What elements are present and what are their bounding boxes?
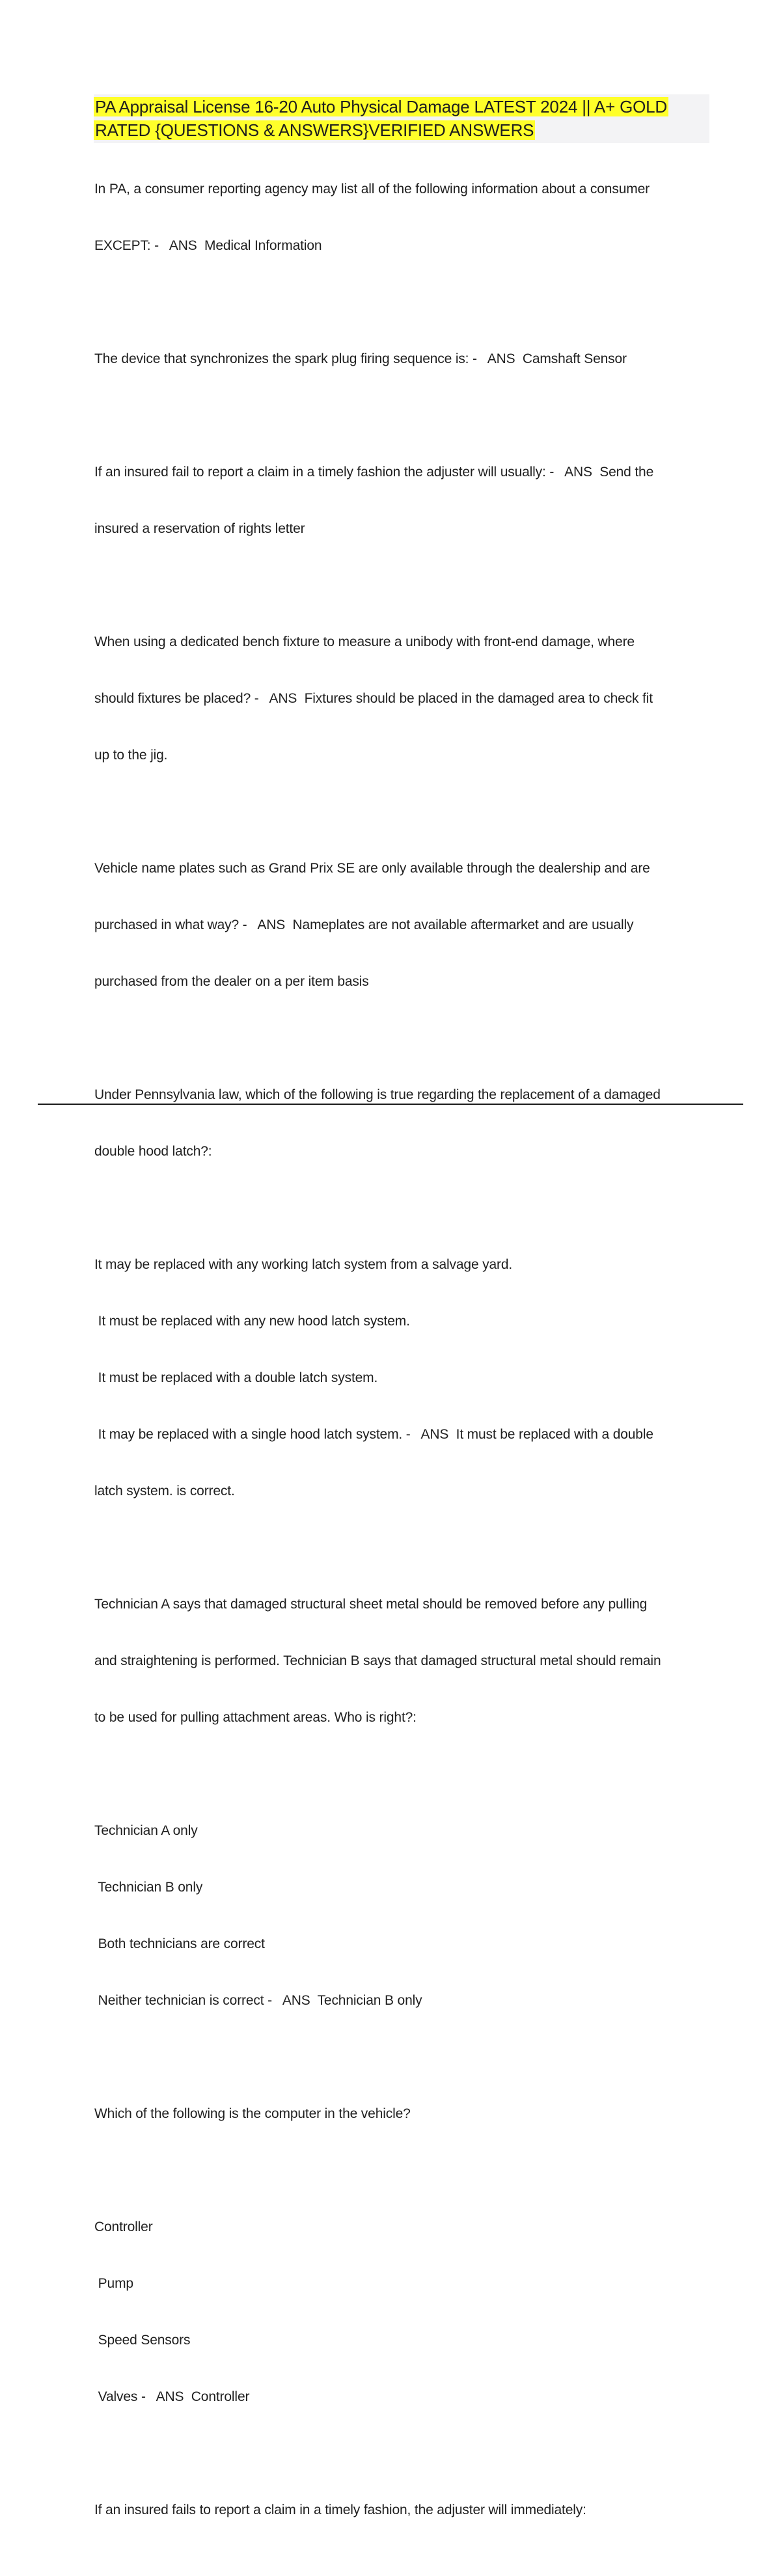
qa-block — [94, 312, 709, 406]
text-line: Neither technician is correct - ANS Technician B only — [94, 1993, 422, 2008]
document-title — [94, 94, 709, 143]
text-line: and straightening is performed. Technician B says that damaged structural metal should remain — [94, 1653, 661, 1668]
text-line: Both technicians are correct — [94, 1936, 265, 1951]
text-line: When using a dedicated bench fixture to measure a unibody with front-end damage, where — [94, 634, 635, 649]
title-line-2 — [94, 118, 709, 142]
text-line: Vehicle name plates such as Grand Prix SE are only available through the dealership and are — [94, 861, 650, 876]
text-line: up to the jig. — [94, 748, 168, 763]
text-line: Under Pennsylvania law, which of the following is true regarding the replacement of a damaged — [94, 1087, 661, 1102]
qa-block — [94, 1048, 709, 1199]
qa-block — [94, 595, 709, 802]
text-line: In PA, a consumer reporting agency may list all of the following information about a consumer — [94, 182, 650, 197]
text-line: latch system. is correct. — [94, 1484, 235, 1498]
text-line: It must be replaced with any new hood latch system. — [94, 1314, 410, 1329]
text-line: insured a reservation of rights letter — [94, 521, 305, 536]
qa-block — [94, 2067, 709, 2161]
qa-block — [94, 142, 709, 293]
footer-divider — [38, 1104, 743, 1105]
text-line: Technician A says that damaged structural sheet metal should be removed before any pulling — [94, 1597, 648, 1612]
title-line-1 — [94, 95, 709, 118]
text-line: Speed Sensors — [94, 2333, 191, 2348]
text-line: purchased from the dealer on a per item basis — [94, 974, 369, 989]
text-line: Technician A only — [94, 1823, 198, 1838]
text-line: EXCEPT: - ANS Medical Information — [94, 238, 322, 253]
text-line: double hood latch?: — [94, 1144, 212, 1159]
title-highlight-1: PA Appraisal License 16-20 Auto Physical Damage LATEST 2024 || A+ GOLD — [95, 97, 667, 116]
title-highlight-2: RATED {QUESTIONS & ANSWERS}VERIFIED ANSWERS — [95, 120, 534, 140]
qa-block — [94, 1557, 709, 1765]
text-line: Pump — [94, 2276, 133, 2291]
qa-block — [94, 821, 709, 1029]
text-line: The device that synchronizes the spark plug firing sequence is: - ANS Camshaft Sensor — [94, 351, 627, 366]
text-line: Controller — [94, 2219, 153, 2234]
text-line: should fixtures be placed? - ANS Fixtures should be placed in the damaged area to check fit — [94, 691, 653, 706]
text-line: Which of the following is the computer in the vehicle? — [94, 2106, 411, 2121]
text-line: to be used for pulling attachment areas. Who is right?: — [94, 1710, 417, 1725]
qa-block — [94, 425, 709, 576]
qa-block — [94, 2180, 709, 2444]
text-line: It must be replaced with a double latch system. — [94, 1370, 378, 1385]
text-line: If an insured fail to report a claim in a timely fashion the adjuster will usually: - ANS Send the — [94, 465, 654, 480]
text-line: If an insured fails to report a claim in a timely fashion, the adjuster will immediately: — [94, 2502, 586, 2517]
text-line: purchased in what way? - ANS Nameplates are not available aftermarket and are usually — [94, 917, 634, 932]
text-line: It may be replaced with any working latch system from a salvage yard. — [94, 1257, 513, 1272]
text-line: Valves - ANS Controller — [94, 2389, 250, 2404]
qa-block — [94, 1783, 709, 2048]
qa-block — [94, 1217, 709, 1538]
text-line: Technician B only — [94, 1880, 203, 1895]
document-body — [94, 142, 709, 2576]
text-line: It may be replaced with a single hood latch system. - ANS It must be replaced with a double — [94, 1427, 653, 1442]
qa-block — [94, 2463, 709, 2557]
